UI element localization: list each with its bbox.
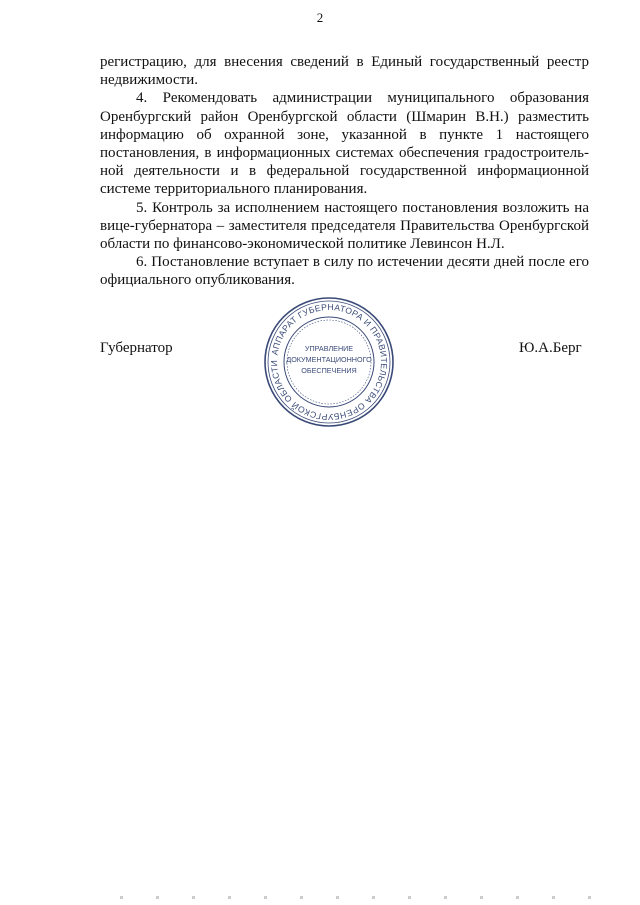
seal-center-line-1: УПРАВЛЕНИЕ: [304, 344, 354, 353]
official-seal: [262, 295, 396, 429]
paragraph-item-5: 5. Контроль за исполнением настоящего постановления возложить на вице-губернатора – заместителя председателя Правительства Оренбургской области по финансово-экономической политике Левинсон Н.Л.: [100, 199, 589, 253]
seal-ring-text: АППАРАТ ГУБЕРНАТОРА И ПРАВИТЕЛЬСТВА ОРЕНБУРГСКОЙ ОБЛАСТИ: [268, 301, 390, 423]
signatory-title: Губернатор: [100, 340, 173, 356]
seal-center-line-3: ОБЕСПЕЧЕНИЯ: [301, 366, 357, 375]
seal-graphic: [262, 295, 396, 429]
paragraph-item-4: 4. Рекомендовать администрации муниципального образования Оренбургский район Оренбургской области (Шмарин В.Н.) разместить информацию об охранной зоне, указанной в пункте 1 настоящего постановления, в информационных системах обеспечения градостроитель-ной деятельности и в федеральной государственной информационной системе территориального планирования.: [100, 90, 589, 198]
seal-center-line-2: ДОКУМЕНТАЦИОННОГО: [286, 355, 372, 364]
signatory-name: Ю.А.Берг: [519, 340, 582, 356]
scan-footer-marks: [120, 896, 600, 899]
page-number: 2: [316, 10, 324, 25]
document-body: [100, 53, 589, 290]
paragraph-item-6: 6. Постановление вступает в силу по истечении десяти дней после его официального опубликования.: [100, 254, 589, 289]
paragraph-continuation: регистрацию, для внесения сведений в Единый государственный реестр недвижимости.: [100, 54, 589, 89]
